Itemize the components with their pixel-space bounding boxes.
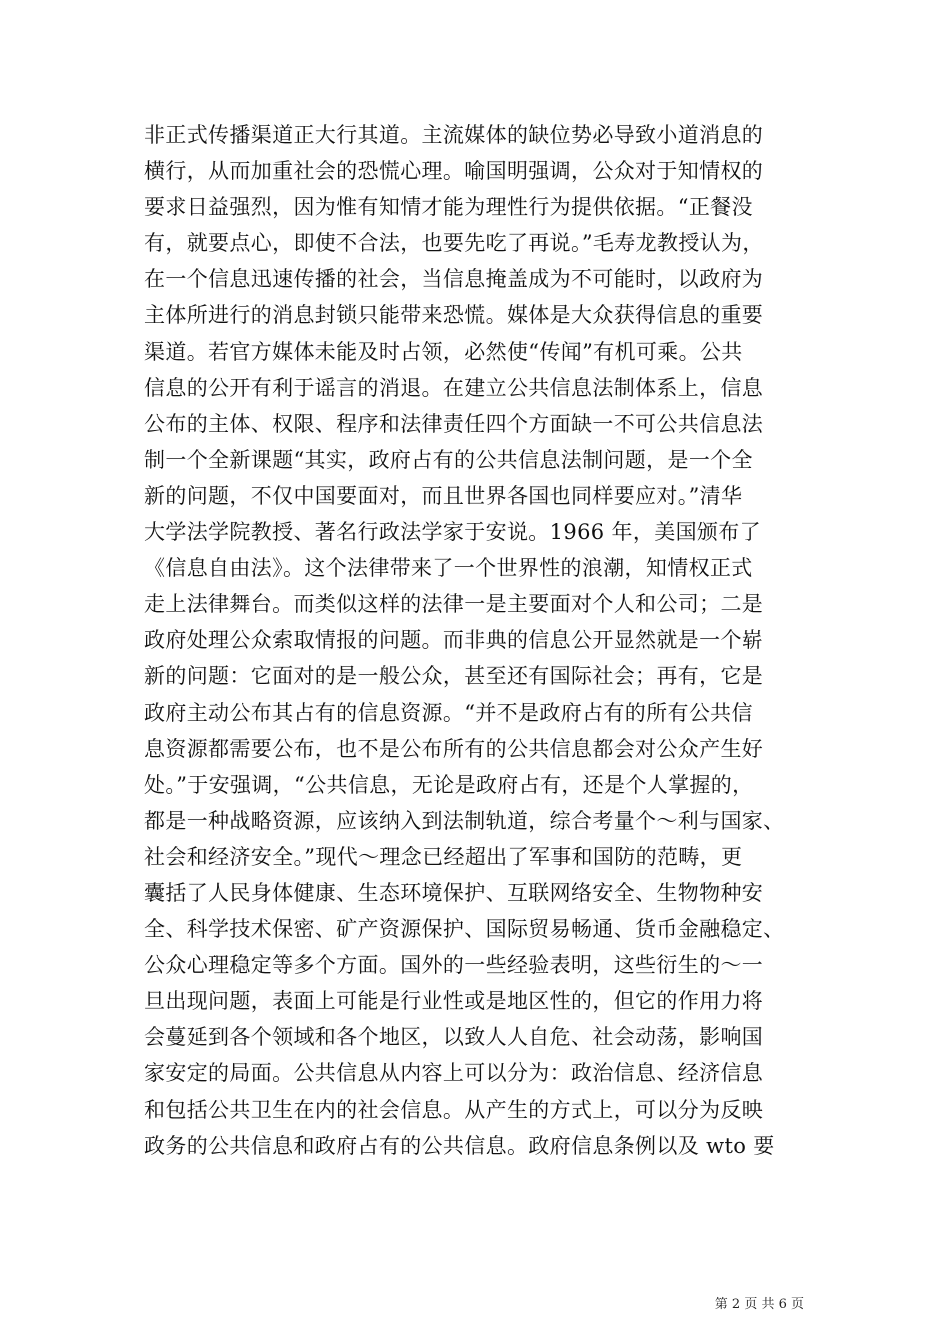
text-line: 公布的主体、权限、程序和法律责任四个方面缺一不可公共信息法 [144,411,764,436]
text-line: 囊括了人民身体健康、生态环境保护、互联网络安全、生物物种安 [144,880,764,905]
text-line: 渠道。若官方媒体未能及时占领，必然使“传闻”有机可乘。公共 [144,339,743,364]
text-line: 公众心理稳定等多个方面。国外的一些经验表明，这些衍生的～一 [144,953,764,978]
text-line: 处。”于安强调，“公共信息，无论是政府占有，还是个人掌握的， [144,772,754,797]
text-line: 走上法律舞台。而类似这样的法律一是主要面对个人和公司；二是 [144,592,764,617]
text-line: 全、科学技术保密、矿产资源保护、国际贸易畅通、货币金融稳定、 [144,917,785,942]
text-line: 新的问题，不仅中国要面对，而且世界各国也同样要应对。”清华 [144,483,743,508]
text-line: 家安定的局面。公共信息从内容上可以分为：政治信息、经济信息 [144,1061,764,1086]
text-line: 政府处理公众索取情报的问题。而非典的信息公开显然就是一个崭 [144,628,764,653]
text-line: 旦出现问题，表面上可能是行业性或是地区性的，但它的作用力将 [144,989,764,1014]
page-number-footer: 第 2 页 共 6 页 [714,1297,804,1312]
text-line: 《信息自由法》。这个法律带来了一个世界性的浪潮，知情权正式 [144,556,753,581]
text-line: 息资源都需要公布，也不是公布所有的公共信息都会对公众产生好 [144,736,764,761]
text-line: 信息的公开有利于谣言的消退。在建立公共信息法制体系上，信息 [144,375,764,400]
text-line: 横行，从而加重社会的恐慌心理。喻国明强调，公众对于知情权的 [144,159,764,184]
text-line: 大学法学院教授、著名行政法学家于安说。1966 年，美国颁布了 [144,520,761,545]
text-line: 社会和经济安全。”现代～理念已经超出了军事和国防的范畴，更 [144,844,743,869]
text-line: 都是一种战略资源，应该纳入到法制轨道，综合考量个～利与国家、 [144,808,785,833]
text-line: 新的问题：它面对的是一般公众，甚至还有国际社会；再有，它是 [144,664,764,689]
body-text [144,117,804,1164]
text-line: 有，就要点心，即使不合法，也要先吃了再说。”毛寿龙教授认为， [144,231,764,256]
text-line: 政务的公共信息和政府占有的公共信息。政府信息条例以及 wto 要 [144,1133,775,1158]
text-line: 要求日益强烈，因为惟有知情才能为理性行为提供依据。“正餐没 [144,195,753,220]
text-line: 政府主动公布其占有的信息资源。“并不是政府占有的所有公共信 [144,700,753,725]
text-line: 制一个全新课题“其实，政府占有的公共信息法制问题，是一个全 [144,447,753,472]
text-line: 非正式传播渠道正大行其道。主流媒体的缺位势必导致小道消息的 [144,123,764,147]
text-line: 主体所进行的消息封锁只能带来恐慌。媒体是大众获得信息的重要 [144,303,764,328]
text-line: 会蔓延到各个领域和各个地区，以致人人自危、社会动荡，影响国 [144,1025,764,1050]
text-line: 和包括公共卫生在内的社会信息。从产生的方式上，可以分为反映 [144,1097,764,1122]
text-line: 在一个信息迅速传播的社会，当信息掩盖成为不可能时，以政府为 [144,267,764,292]
